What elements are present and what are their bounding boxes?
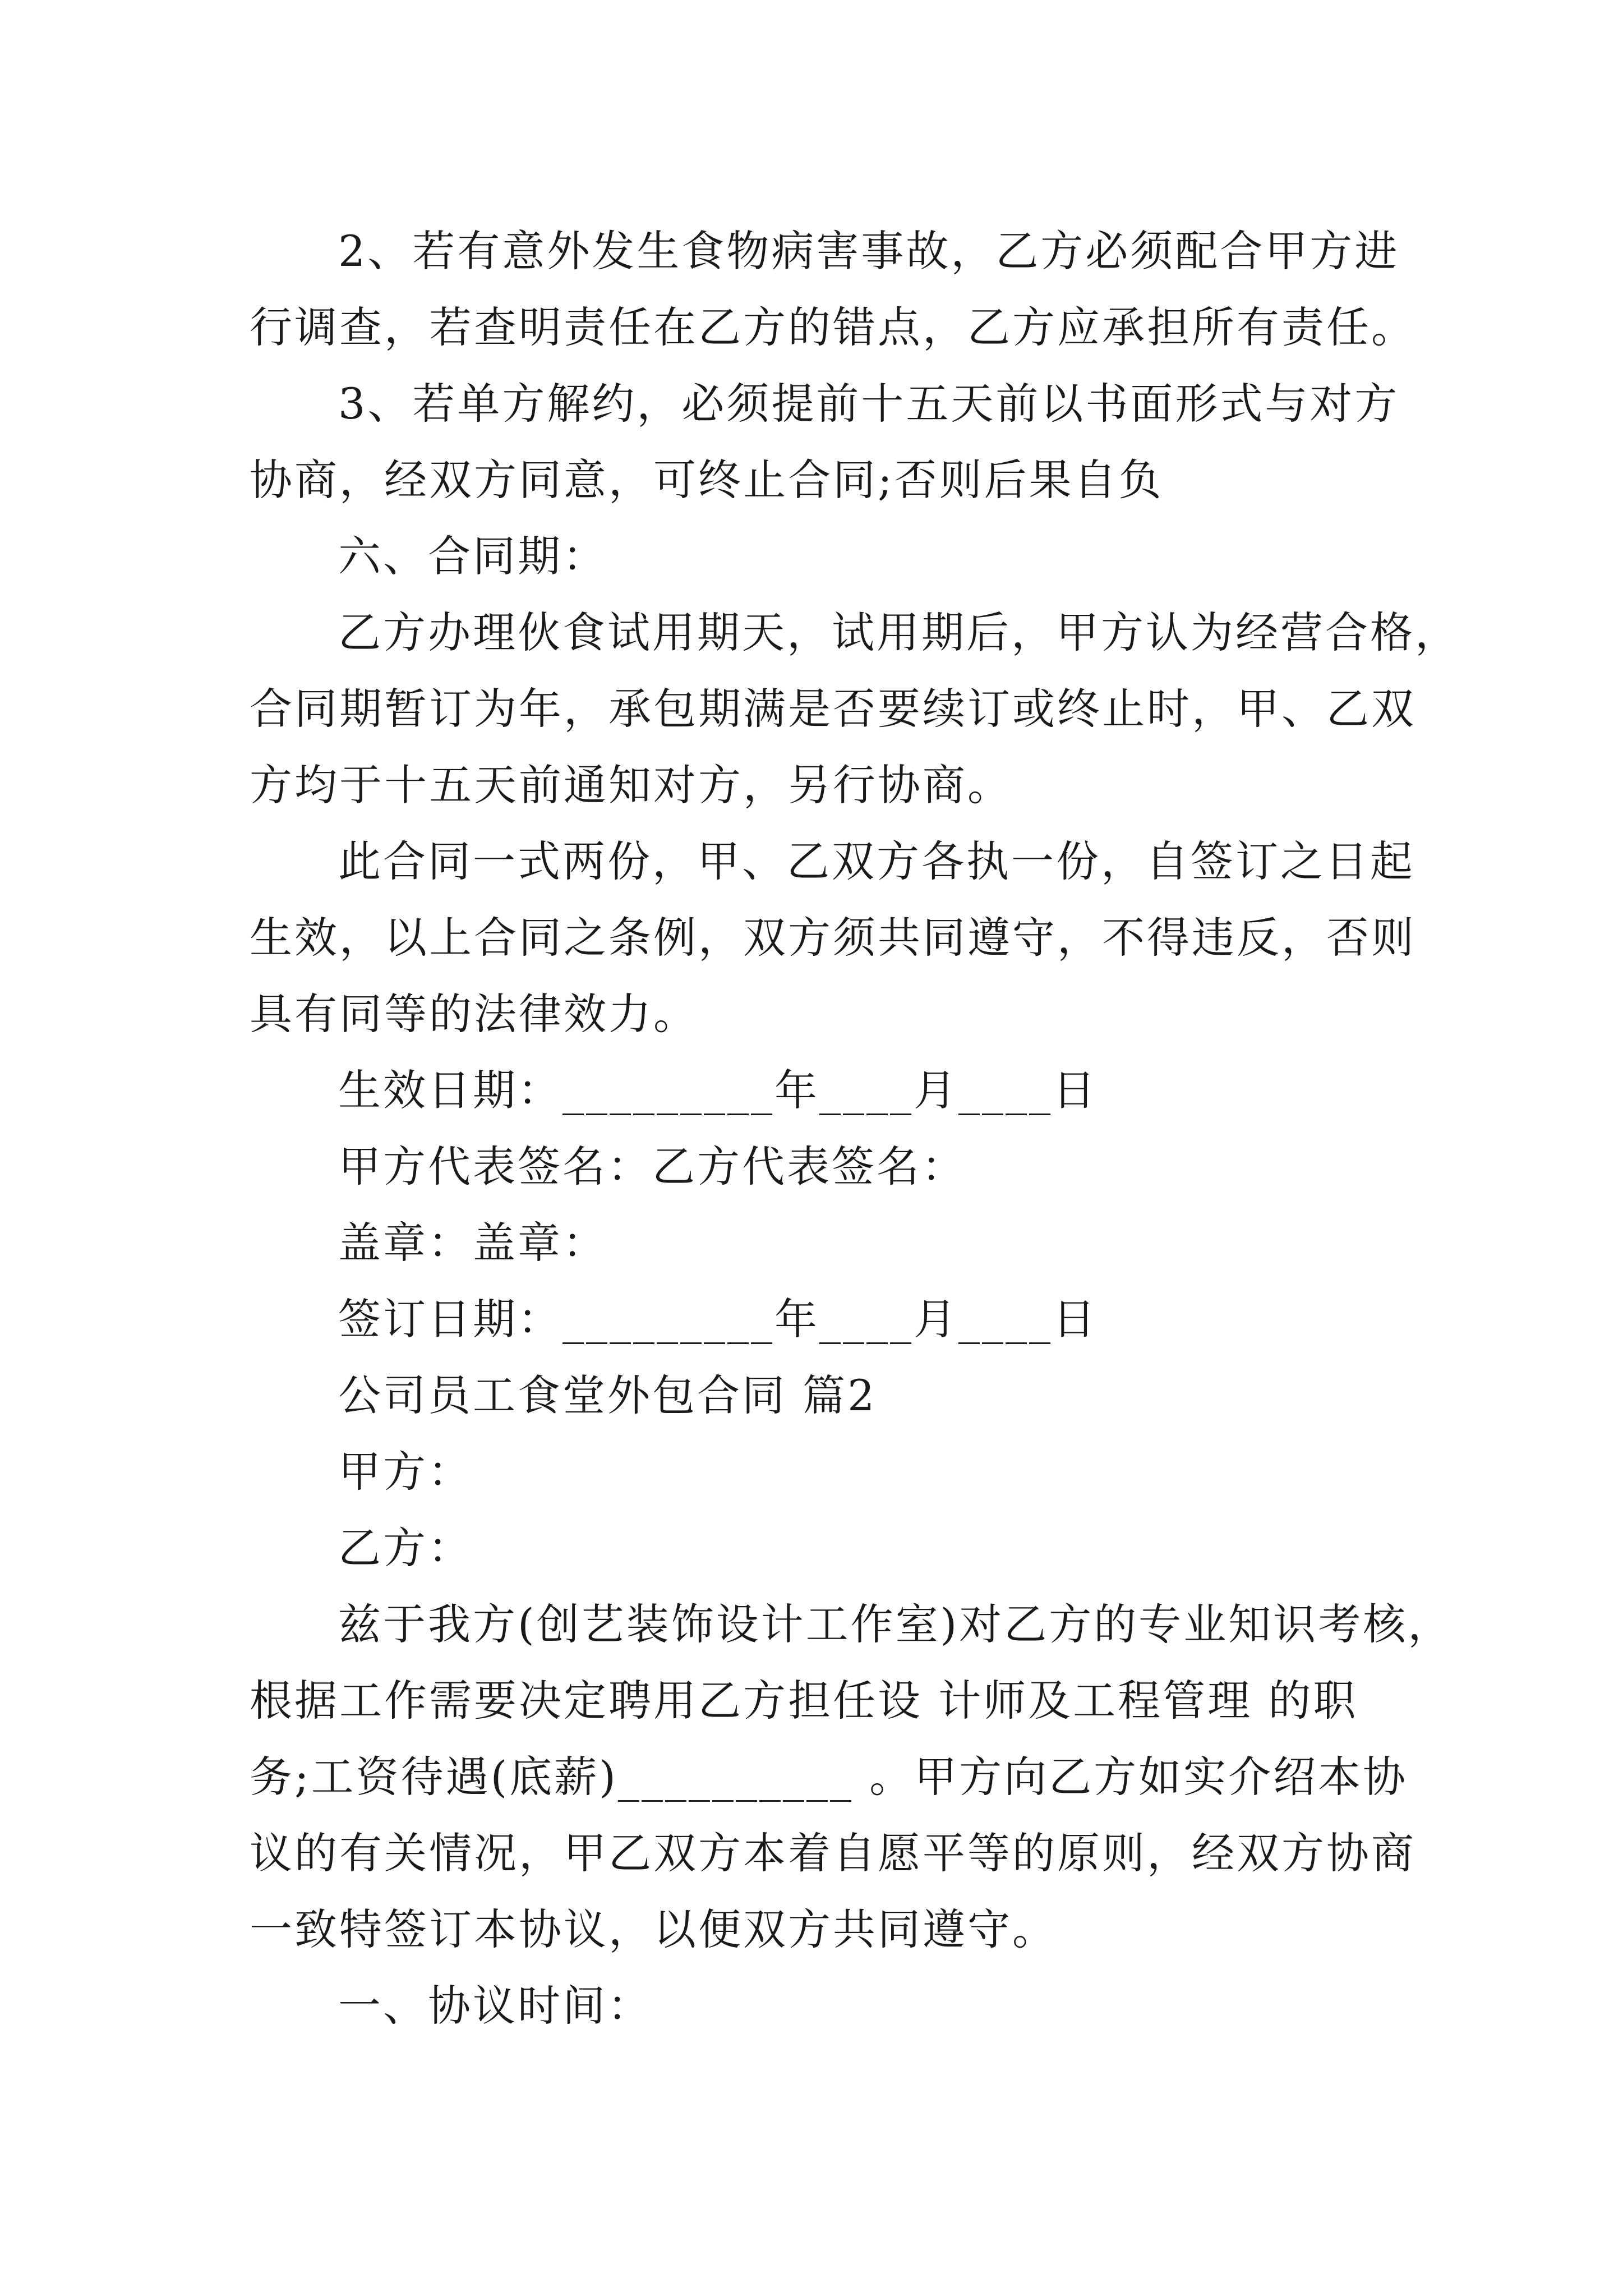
contract-period-line-2: 合同期暂订为年，承包期满是否要续订或终止时，甲、乙双 (250, 684, 1416, 734)
contract-period-line-3: 方均于十五天前通知对方，另行协商。 (250, 760, 1012, 810)
seal-line: 盖章：盖章： (338, 1218, 607, 1268)
clause-3-line-1: 3、若单方解约，必须提前十五天前以书面形式与对方 (338, 379, 1400, 429)
contract-2-title: 公司员工食堂外包合同 篇2 (338, 1370, 877, 1420)
preamble-line-4: 议的有关情况，甲乙双方本着自愿平等的原则，经双方协商 (250, 1828, 1416, 1878)
section-heading-agreement-time: 一、协议时间： (338, 1981, 652, 2031)
clause-2-line-1: 2、若有意外发生食物病害事故，乙方必须配合甲方进 (338, 226, 1400, 276)
preamble-line-5: 一致特签订本协议，以便双方共同遵守。 (250, 1904, 1057, 1954)
party-a-line: 甲方： (338, 1447, 473, 1497)
party-b-line: 乙方： (338, 1523, 473, 1573)
copies-line-3: 具有同等的法律效力。 (250, 989, 698, 1039)
preamble-line-2: 根据工作需要决定聘用乙方担任设 计师及工程管理 的职 (250, 1676, 1358, 1726)
clause-2-line-2: 行调查，若查明责任在乙方的错点，乙方应承担所有责任。 (250, 302, 1416, 352)
contract-period-line-1: 乙方办理伙食试用期天，试用期后，甲方认为经营合格， (338, 608, 1460, 657)
clause-3-line-2: 协商，经双方同意，可终止合同;否则后果自负 (250, 455, 1164, 505)
document-body (250, 213, 1460, 2044)
signature-line: 甲方代表签名：乙方代表签名： (338, 1142, 966, 1191)
section-heading-contract-period: 六、合同期： (338, 531, 607, 581)
preamble-line-3: 务;工资待遇(底薪)__________ 。甲方向乙方如实介绍本协 (250, 1752, 1408, 1802)
copies-line-1: 此合同一式两份，甲、乙双方各执一份，自签订之日起 (338, 836, 1415, 886)
copies-line-2: 生效，以上合同之条例，双方须共同遵守，不得违反，否则 (250, 913, 1416, 963)
preamble-line-1: 兹于我方(创艺装饰设计工作室)对乙方的专业知识考核， (338, 1599, 1453, 1649)
signing-date-line: 签订日期：_________年____月____日 (338, 1294, 1098, 1344)
effective-date-line: 生效日期：_________年____月____日 (338, 1065, 1098, 1115)
